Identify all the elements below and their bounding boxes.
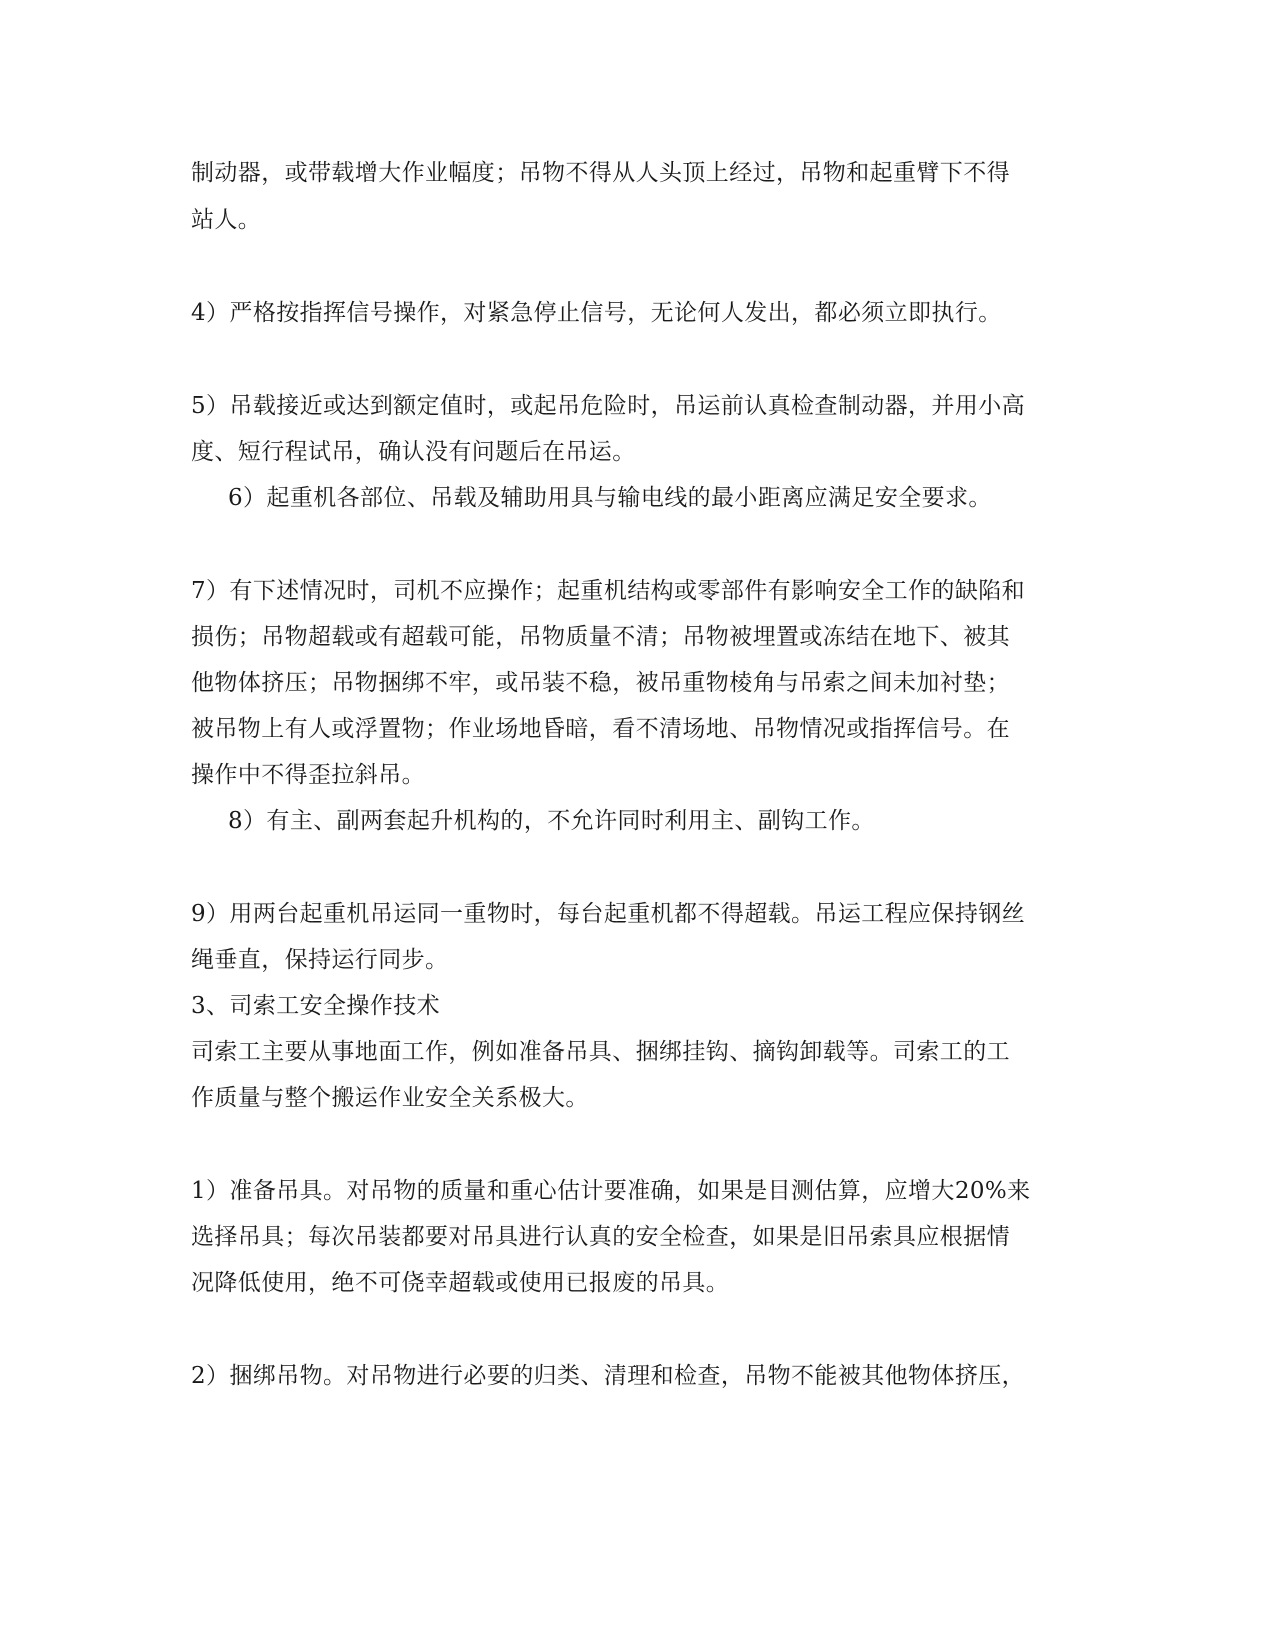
text-line: 8）有主、副两套起升机构的，不允许同时利用主、副钩工作。: [228, 808, 875, 834]
text-line: 被吊物上有人或浮置物；作业场地昏暗，看不清场地、吊物情况或指挥信号。在: [191, 716, 1010, 742]
text-line: 6）起重机各部位、吊载及辅助用具与输电线的最小距离应满足安全要求。: [228, 485, 992, 511]
text-line: 7）有下述情况时，司机不应操作；起重机结构或零部件有影响安全工作的缺陷和: [191, 578, 1026, 604]
text-line: 站人。: [191, 207, 262, 233]
text-line: 5）吊载接近或达到额定值时，或起吊危险时，吊运前认真检查制动器，并用小高: [191, 393, 1026, 419]
text-line: 作质量与整个搬运作业安全关系极大。: [191, 1085, 589, 1111]
text-line: 度、短行程试吊，确认没有问题后在吊运。: [191, 439, 636, 465]
text-line: 司索工主要从事地面工作，例如准备吊具、捆绑挂钩、摘钩卸载等。司索工的工: [191, 1039, 1010, 1065]
text-line: 况降低使用，绝不可侥幸超载或使用已报废的吊具。: [191, 1270, 730, 1296]
text-line: 1）准备吊具。对吊物的质量和重心估计要准确，如果是目测估算，应增大20%来: [191, 1178, 1031, 1204]
section-heading: 3、司索工安全操作技术: [191, 993, 441, 1019]
text-line: 操作中不得歪拉斜吊。: [191, 762, 425, 788]
text-line: 损伤；吊物超载或有超载可能，吊物质量不清；吊物被埋置或冻结在地下、被其: [191, 624, 1010, 650]
text-line: 绳垂直，保持运行同步。: [191, 947, 449, 973]
text-line: 制动器，或带载增大作业幅度；吊物不得从人头顶上经过，吊物和起重臂下不得: [191, 160, 1010, 186]
text-line: 他物体挤压；吊物捆绑不牢，或吊装不稳，被吊重物棱角与吊索之间未加衬垫；: [191, 670, 1010, 696]
text-line: 9）用两台起重机吊运同一重物时，每台起重机都不得超载。吊运工程应保持钢丝: [191, 901, 1026, 927]
text-line: 2）捆绑吊物。对吊物进行必要的归类、清理和检查，吊物不能被其他物体挤压，: [191, 1363, 1026, 1389]
text-line: 4）严格按指挥信号操作，对紧急停止信号，无论何人发出，都必须立即执行。: [191, 300, 1002, 326]
text-line: 选择吊具；每次吊装都要对吊具进行认真的安全检查，如果是旧吊索具应根据情: [191, 1224, 1010, 1250]
